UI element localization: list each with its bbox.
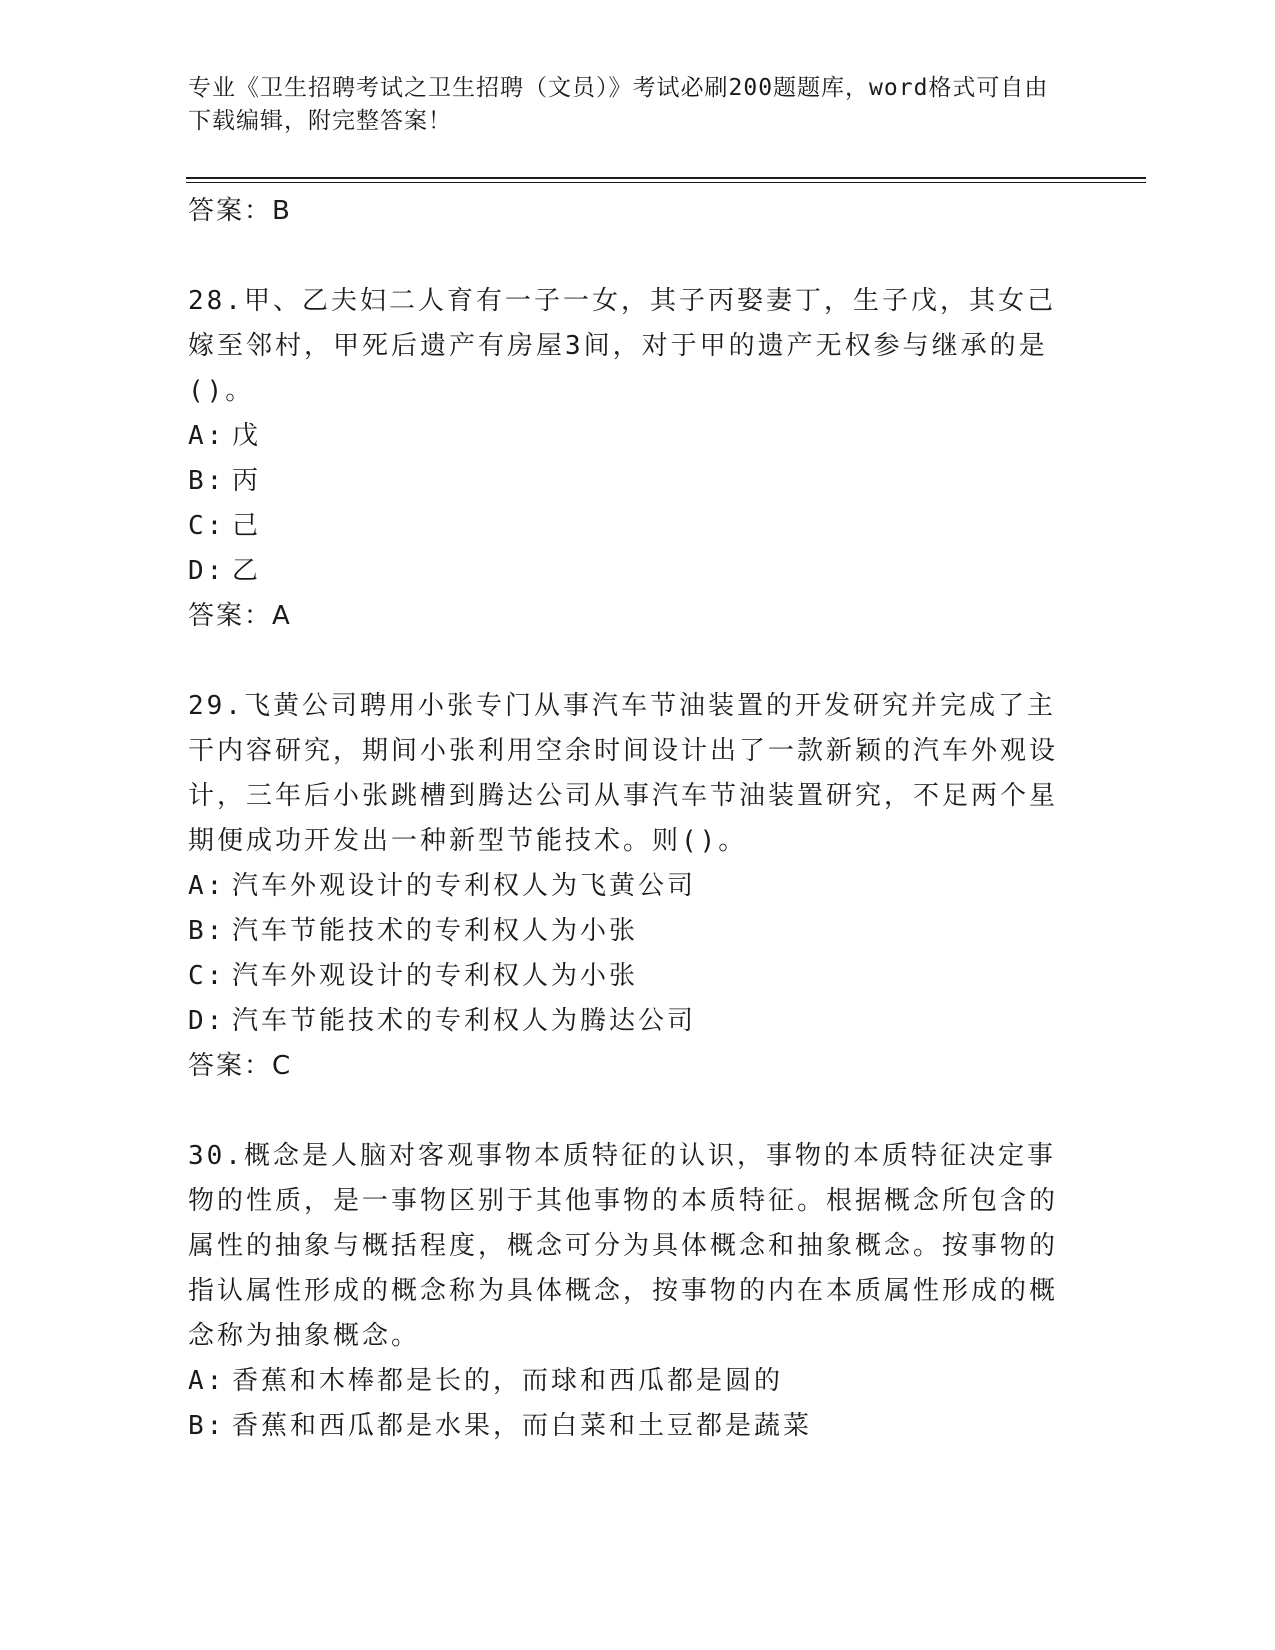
option-text: 汽车节能技术的专利权人为腾达公司 [232,1006,697,1036]
option-letter: A: [188,871,226,901]
option-text: 乙 [232,556,262,586]
answer-label: 答案：B [188,196,292,226]
option-letter: A: [188,1366,226,1396]
option-c [188,954,1078,999]
document-body [188,189,1078,1449]
option-letter: B: [188,916,226,946]
option-d [188,549,1078,594]
option-letter: C: [188,511,226,541]
option-text: 汽车节能技术的专利权人为小张 [232,916,639,946]
option-a [188,1359,1078,1404]
question-30 [188,1134,1078,1449]
option-text: 香蕉和木棒都是长的，而球和西瓜都是圆的 [232,1366,784,1396]
option-letter: A: [188,421,226,451]
option-text: 汽车外观设计的专利权人为小张 [232,961,639,991]
question-text: 28.甲、乙夫妇二人育有一子一女，其子丙娶妻丁，生子戊，其女己嫁至邻村，甲死后遗产有房屋3间，对于甲的遗产无权参与继承的是()。 [188,286,1056,406]
option-text: 己 [232,511,262,541]
question-text: 29.飞黄公司聘用小张专门从事汽车节油装置的开发研究并完成了主干内容研究，期间小张利用空余时间设计出了一款新颖的汽车外观设计，三年后小张跳槽到腾达公司从事汽车节油装置研究，不足两个星期便成功开发出一种新型节能技术。则()。 [188,691,1059,856]
question-text: 30.概念是人脑对客观事物本质特征的认识，事物的本质特征决定事物的性质，是一事物区别于其他事物的本质特征。根据概念所包含的属性的抽象与概括程度，概念可分为具体概念和抽象概念。按事物的指认属性形成的概念称为具体概念，按事物的内在本质属性形成的概念称为抽象概念。 [188,1141,1059,1351]
option-letter: B: [188,466,226,496]
question-28 [188,279,1078,639]
header-divider-thin [186,182,1146,183]
option-b [188,459,1078,504]
answer-label: 答案：A [188,601,292,631]
option-c [188,504,1078,549]
option-text: 丙 [232,466,262,496]
option-a [188,414,1078,459]
option-text: 戊 [232,421,262,451]
option-text: 香蕉和西瓜都是水果，而白菜和土豆都是蔬菜 [232,1411,813,1441]
option-letter: D: [188,1006,226,1036]
header-divider-thick [186,177,1146,179]
option-b [188,909,1078,954]
option-d [188,999,1078,1044]
option-letter: C: [188,961,226,991]
option-letter: B: [188,1411,226,1441]
option-b [188,1404,1078,1449]
option-text: 汽车外观设计的专利权人为飞黄公司 [232,871,697,901]
question-29 [188,684,1078,1089]
answer-label: 答案：C [188,1051,293,1081]
page-header: 专业《卫生招聘考试之卫生招聘（文员）》考试必刷200题题库，word格式可自由下载编辑，附完整答案！ [188,75,1049,134]
option-a [188,864,1078,909]
option-letter: D: [188,556,226,586]
